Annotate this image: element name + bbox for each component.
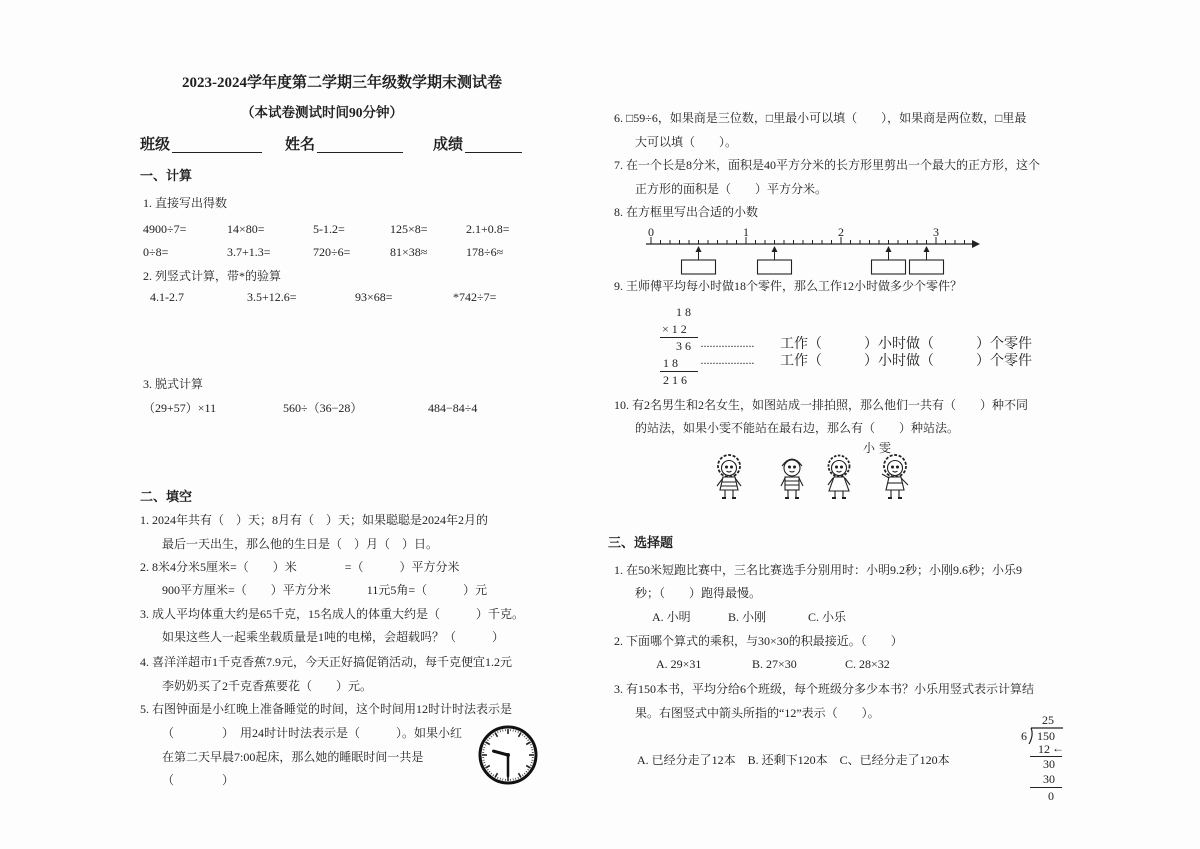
calc-q1-title: 1. 直接写出得数: [143, 196, 228, 210]
name-label: 姓名: [285, 137, 316, 153]
number-line-pointer-head: [696, 246, 702, 252]
calc-q2-title: 2. 列竖式计算，带*的验算: [143, 269, 282, 283]
answer-box: [682, 260, 716, 274]
step-calc-item: 484−84÷4: [428, 401, 478, 415]
section-heading-calc: 一、计算: [140, 168, 193, 183]
number-line-label: 1: [743, 225, 749, 239]
choice-option: A. 29×31: [656, 657, 702, 671]
choice-q1-line: 1. 在50米短跑比赛中，三名比赛选手分别用时：小明9.2秒；小刚9.6秒；小乐9: [614, 563, 1023, 577]
section-heading-fill: 二、填空: [140, 489, 193, 504]
fill-q2-line: 900平方厘米=（ ）平方分米 11元5角=（ ）元: [162, 583, 488, 597]
number-line-label: 2: [838, 225, 844, 239]
class-label: 班级: [140, 137, 171, 153]
clock-center: [506, 753, 510, 757]
name-blank: [317, 136, 403, 153]
fill-q7-line: 正方形的面积是（ ）平方分米。: [635, 182, 828, 196]
calc-item: 3.7+1.3=: [227, 245, 271, 259]
fill-q6-line: 6. □59÷6，如果商是三位数，□里最小可以填（ ），如果商是两位数，□里最: [614, 111, 1027, 125]
exam-title: 2023-2024学年度第二学期三年级数学期末测试卷: [182, 75, 502, 91]
vertical-calc-item: *742÷7=: [453, 290, 497, 304]
fill-q10-line: 10. 有2名男生和2名女生，如图站成一排拍照，那么他们一共有（ ）种不同: [614, 398, 1029, 412]
child-figure-3: [828, 456, 850, 499]
choice-q3-line: 3. 有150本书，平均分给6个班级，每个班级分多少本书？小乐用竖式表示计算结: [614, 682, 1035, 696]
fill-q4-line: 4. 喜洋洋超市1千克香蕉7.9元，今天正好搞促销活动，每千克便宜1.2元: [140, 655, 513, 669]
choice-q1-line: 秒；（ ）跑得最慢。: [635, 586, 762, 600]
number-line-arrowhead: [972, 240, 980, 248]
fill-q4-line: 李奶奶买了2千克香蕉要花（ ）元。: [162, 679, 373, 693]
choice-q2-line: 2. 下面哪个算式的乘积，与30×30的积最接近。（ ）: [614, 634, 903, 648]
choice-option: B. 小刚: [728, 610, 767, 624]
choice-q3-options: A. 已经分走了12本 B. 还剩下120本 C、已经分走了120本: [637, 753, 950, 767]
division-rule: [1030, 787, 1062, 788]
division-quotient: 25: [1042, 713, 1054, 727]
division-dividend: 150: [1037, 729, 1055, 743]
mult-note: 工作（ ）小时做（ ）个零件: [780, 354, 1032, 369]
exam-subtitle: （本试卷测试时间90分钟）: [241, 105, 403, 120]
score-blank: [465, 136, 522, 153]
mult-leader-dots: ··················: [700, 356, 754, 370]
choice-q3-line: 果。右图竖式中箭头所指的“12”表示（ ）。: [635, 706, 880, 720]
fill-q10-line: 的站法，如果小雯不能站在最右边，那么有（ ）种站法。: [635, 421, 960, 435]
child-figure-4: [882, 455, 908, 498]
choice-option: A. 小明: [652, 610, 691, 624]
fill-q5-line: （ ）: [162, 773, 235, 787]
fill-q1-line: 1. 2024年共有（ ）天；8月有（ ）天；如果聪聪是2024年2月的: [140, 513, 489, 527]
mult-multiplier: × 1 2: [662, 322, 687, 336]
division-step-12: 12: [1038, 742, 1050, 756]
calc-item: 2.1+0.8=: [466, 222, 510, 236]
calc-q3-title: 3. 脱式计算: [143, 377, 204, 391]
number-line-label: 3: [933, 225, 939, 239]
mult-note: 工作（ ）小时做（ ）个零件: [780, 337, 1032, 352]
fill-q5-line: 在第二天早晨7:00起床，那么她的睡眠时间一共是: [162, 750, 424, 764]
calc-item: 14×80=: [227, 222, 265, 236]
number-line-label: 0: [648, 225, 654, 239]
answer-box: [872, 260, 906, 274]
step-calc-item: （29+57）×11: [143, 401, 217, 415]
vertical-calc-item: 93×68=: [355, 290, 393, 304]
fill-q5-line: 5. 右图钟面是小红晚上准备睡觉的时间，这个时间用12时计时法表示是: [140, 702, 513, 716]
calc-item: 81×38≈: [390, 245, 428, 259]
choice-option: B. 27×30: [752, 657, 797, 671]
fill-q1-line: 最后一天出生，那么他的生日是（ ）月（ ）日。: [162, 537, 439, 551]
fill-q7-line: 7. 在一个长是8分米，面积是40平方分米的长方形里剪出一个最大的正方形，这个: [614, 158, 1041, 172]
fill-q3-line: 3. 成人平均体重大约是65千克，15名成人的体重大约是（ ）千克。: [140, 607, 525, 621]
score-label: 成绩: [433, 137, 464, 153]
class-blank: [172, 136, 262, 153]
calc-item: 720÷6=: [313, 245, 351, 259]
calc-item: 0÷8=: [143, 245, 169, 259]
children-figure: [700, 450, 915, 502]
choice-option: C. 小乐: [808, 610, 847, 624]
calc-item: 125×8=: [390, 222, 428, 236]
calc-item: 4900÷7=: [143, 222, 187, 236]
fill-q2-line: 2. 8米4分米5厘米=（ ）米 =（ ）平方分米: [140, 560, 460, 574]
number-line-pointer-head: [772, 246, 778, 252]
step-calc-item: 560÷（36−28）: [283, 401, 363, 415]
fill-q3-line: 如果这些人一起乘坐载质量是1吨的电梯，会超载吗？（ ）: [162, 630, 505, 644]
mult-partial-product: 1 8: [663, 356, 678, 370]
calc-item: 5-1.2=: [313, 222, 345, 236]
division-remainder: 0: [1048, 789, 1054, 803]
mult-result: 2 1 6: [663, 373, 687, 387]
child-figure-2: [781, 459, 803, 498]
fill-q6-line: 大可以填（ ）。: [635, 135, 738, 149]
section-heading-choice: 三、选择题: [608, 535, 674, 550]
fill-q8-line: 8. 在方框里写出合适的小数: [614, 205, 759, 219]
division-step: 30: [1043, 757, 1055, 771]
child-figure-1: [717, 455, 741, 498]
calc-item: 178÷6≈: [466, 245, 504, 259]
number-line-figure: [640, 225, 985, 280]
division-divisor: 6: [1021, 729, 1027, 743]
vertical-calc-item: 4.1-2.7: [150, 290, 184, 304]
vertical-calc-item: 3.5+12.6=: [247, 290, 297, 304]
answer-box: [910, 260, 944, 274]
choice-option: C. 28×32: [845, 657, 890, 671]
fill-q5-line: （ ） 用24时计时法表示是（ ）。如果小红: [162, 726, 463, 740]
number-line-pointer-head: [924, 246, 930, 252]
division-arrow: ←: [1052, 741, 1064, 755]
number-line-pointer-head: [886, 246, 892, 252]
child-name-label: 小雯: [863, 441, 896, 455]
fill-q9-line: 9. 王师傅平均每小时做18个零件，那么工作12小时做多少个零件？: [614, 279, 963, 293]
clock-face-figure: [477, 722, 539, 788]
mult-partial-product: 3 6: [676, 339, 691, 353]
answer-box: [758, 260, 792, 274]
division-step: 30: [1043, 772, 1055, 786]
mult-top-number: 1 8: [676, 305, 691, 319]
mult-leader-dots: ··················: [700, 339, 754, 353]
